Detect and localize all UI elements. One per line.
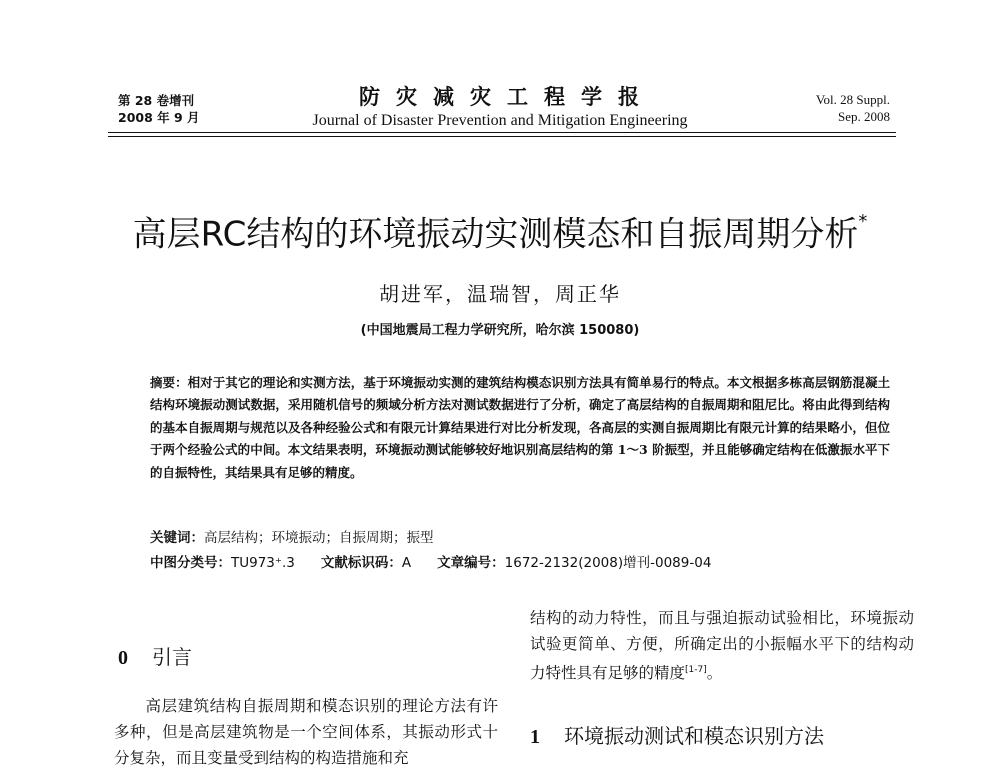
abstract-text: 相对于其它的理论和实测方法，基于环境振动实测的建筑结构模态识别方法具有简单易行的特点。本文根据多栋高层钢筋混凝土结构环境振动测试数据，采用随机信号的频域分析方法对测试数据进行了分析，确定了高层结构的自振周期和阻尼比。将由此得到结构的基本自振周期与规范以及各种经验公式和有限元计算结果进行对比分析发现，各高层的实测自振周期比有限元计算的结果略小，但位于两个经验公式的中间。本文结果表明，环境振动测试能够较好地识别高层结构的第 1～3 阶振型，并且能够确定结构在低激振水平下的自振特性，其结果具有足够的精度。 — [150, 375, 890, 480]
header-rule-thin — [108, 136, 896, 137]
abstract-label: 摘要： — [150, 375, 188, 390]
right-column-end: 。 — [706, 664, 723, 683]
title-footnote-mark: * — [858, 211, 868, 232]
date-cn: 2008 年 9 月 — [118, 110, 200, 125]
date-en: Sep. 2008 — [838, 109, 890, 124]
section-0-number: 0 — [118, 647, 128, 669]
journal-volume-en — [816, 91, 890, 125]
section-1-number: 1 — [530, 726, 540, 748]
doc-code-value: A — [401, 555, 412, 571]
volume-en: Vol. 28 Suppl. — [815, 92, 890, 107]
section-0-text: 高层建筑结构自振周期和模态识别的理论方法有许多种，但是高层建筑物是一个空间体系，其振动形式十分复杂，而且变量受到结构的构造措施和充 — [114, 697, 498, 767]
keywords-text: 高层结构；环境振动；自振周期；振型 — [204, 530, 434, 546]
clc-label: 中图分类号： — [150, 555, 231, 571]
article-number-label: 文章编号： — [437, 555, 505, 571]
clc-value: TU973⁺.3 — [231, 555, 295, 571]
section-0-paragraph — [114, 693, 498, 771]
article-authors: 胡进军，温瑞智，周正华 — [379, 282, 621, 306]
article-title — [0, 206, 1000, 256]
section-0-heading — [118, 641, 192, 670]
classification-line — [150, 553, 711, 573]
abstract — [150, 372, 890, 484]
header-rule-thick — [108, 132, 896, 133]
right-column-paragraph — [530, 605, 914, 686]
article-number-value: 1672-2132(2008)增刊-0089-04 — [504, 555, 712, 571]
citation-ref: [1-7] — [685, 665, 707, 675]
section-0-title: 引言 — [152, 645, 192, 669]
right-column-text: 结构的动力特性，而且与强迫振动试验相比，环境振动试验更简单、方便，所确定出的小振幅水平下的结构动力特性具有足够的精度 — [530, 609, 914, 683]
journal-name-en: Journal of Disaster Prevention and Mitigation Engineering — [312, 112, 688, 129]
doc-code-label: 文献标识码： — [320, 555, 402, 571]
title-text: 高层RC结构的环境振动实测模态和自振周期分析 — [132, 214, 859, 255]
keywords — [150, 528, 434, 548]
journal-name-cn: 防灾减灾工程学报 — [359, 85, 655, 109]
section-1-title: 环境振动测试和模态识别方法 — [564, 724, 824, 748]
volume-cn: 第 28 卷增刊 — [118, 93, 195, 108]
section-1-heading — [530, 720, 824, 749]
keywords-label: 关键词： — [150, 530, 204, 546]
article-affiliation: (中国地震局工程力学研究所，哈尔滨 150080) — [360, 323, 640, 338]
